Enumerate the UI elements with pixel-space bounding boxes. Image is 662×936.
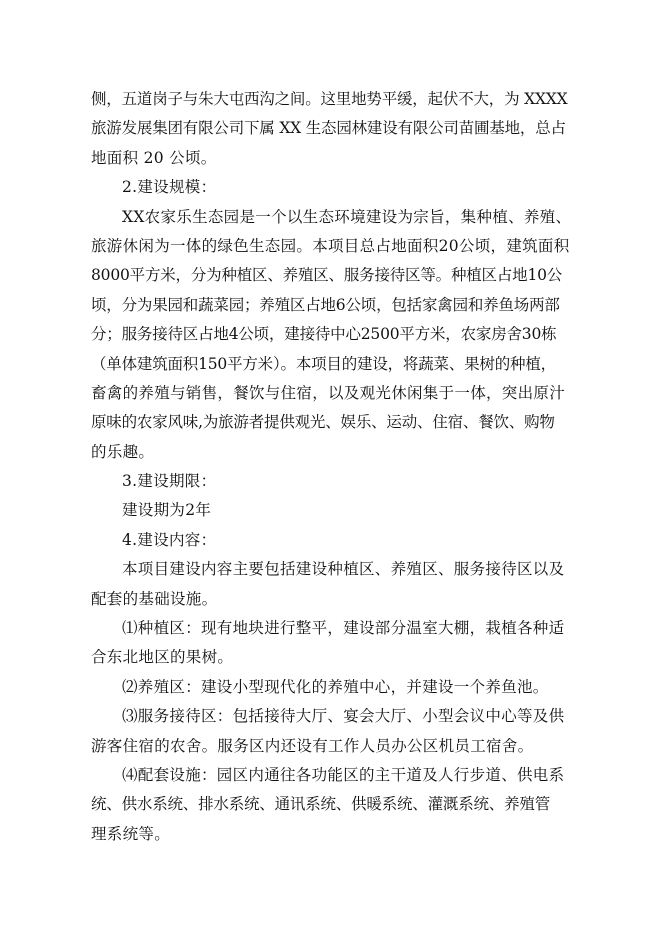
text-line: 畜禽的养殖与销售，餐饮与住宿，以及观光休闲集于一体，突出原汁 xyxy=(91,383,566,402)
text-line: 原味的农家风味,为旅游者提供观光、娱乐、运动、住宿、餐饮、购物 xyxy=(91,413,555,432)
list-item-service: ⑶服务接待区：包括接待大厅、宴会大厅、小型会议中心等及供 xyxy=(122,707,565,726)
text-line: 本项目建设内容主要包括建设种植区、养殖区、服务接待区以及 xyxy=(122,560,565,579)
text-line: 地面积 20 公顷。 xyxy=(91,148,217,167)
list-item-planting: ⑴种植区：现有地块进行整平，建设部分温室大棚，栽植各种适 xyxy=(122,619,565,638)
list-item-breeding: ⑵养殖区：建设小型现代化的养殖中心，并建设一个养鱼池。 xyxy=(122,677,549,696)
text-line: 统、供水系统、排水系统、通讯系统、供暖系统、灌溉系统、养殖管 xyxy=(91,795,551,814)
document-page xyxy=(91,85,577,849)
text-line: 游客住宿的农舍。服务区内还设有工作人员办公区机员工宿舍。 xyxy=(91,736,534,755)
text-line: 旅游发展集团有限公司下属 XX 生态园林建设有限公司苗圃基地，总占 xyxy=(91,119,566,138)
text-line: 分；服务接待区占地4公顷，建接待中心2500平方米，农家房舍30栋 xyxy=(91,325,557,344)
text-line: （单体建筑面积150平方米）。本项目的建设，将蔬菜、果树的种植， xyxy=(91,354,556,373)
text-line: 侧，五道岗子与朱大屯西沟之间。这里地势平缓，起伏不大，为 XXXX xyxy=(91,90,568,108)
section-heading-scale: 2.建设规模： xyxy=(122,178,217,197)
list-item-facilities: ⑷配套设施：园区内通往各功能区的主干道及人行步道、供电系 xyxy=(122,765,565,784)
text-line: 8000平方米，分为种植区、养殖区、服务接待区等。种植区占地10公 xyxy=(91,266,563,285)
section-heading-content: 4.建设内容： xyxy=(122,530,217,549)
text-line: 合东北地区的果树。 xyxy=(91,648,234,667)
text-line: 理系统等。 xyxy=(91,824,171,843)
text-line: 配套的基础设施。 xyxy=(91,589,218,608)
section-heading-period: 3.建设期限： xyxy=(122,472,217,491)
text-line: 顷，分为果园和蔬菜园；养殖区占地6公顷，包括家禽园和养鱼场两部 xyxy=(91,295,560,314)
text-line: XX农家乐生态园是一个以生态环境建设为宗旨，集种植、养殖、 xyxy=(122,207,572,226)
text-line: 旅游休闲为一体的绿色生态园。本项目总占地面积20公顷，建筑面积 xyxy=(91,236,570,255)
text-line: 的乐趣。 xyxy=(91,442,155,461)
text-line: 建设期为2年 xyxy=(122,501,212,520)
